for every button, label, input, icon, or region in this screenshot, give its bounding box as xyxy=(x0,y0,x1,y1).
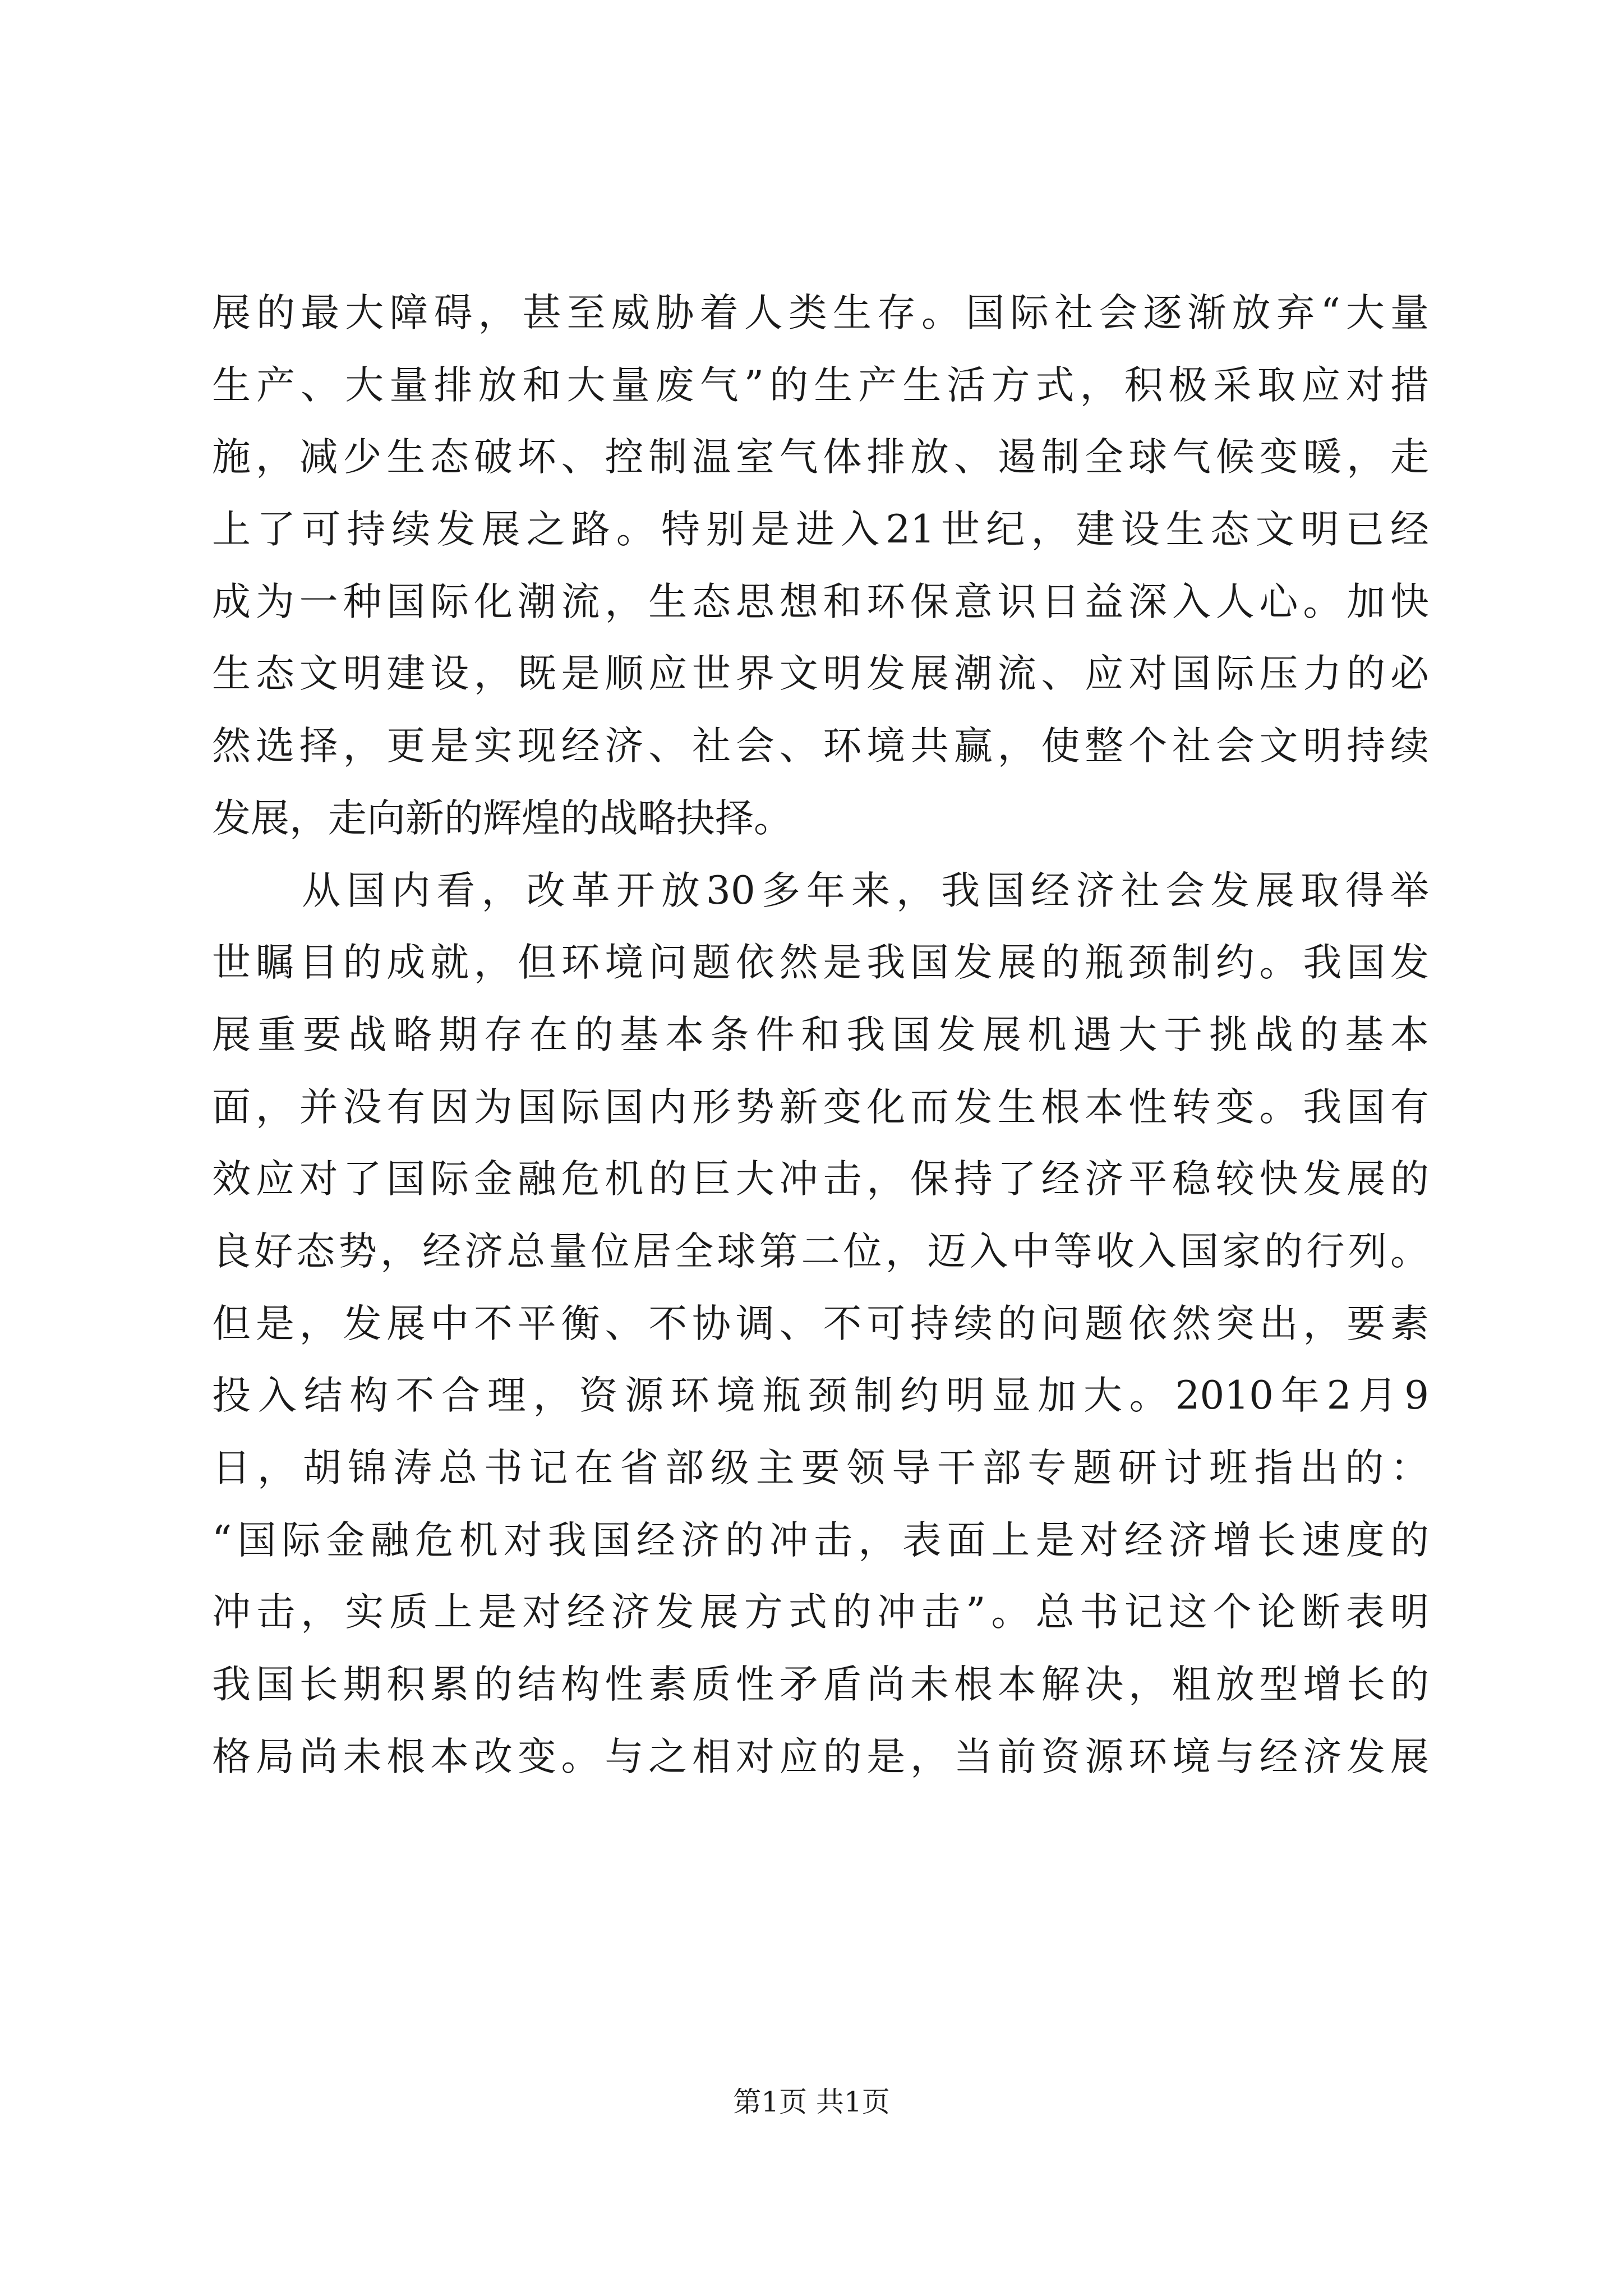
paragraph xyxy=(212,855,1429,1793)
text-line: 施，减少生态破坏、控制温室气体排放、遏制全球气候变暖，走 xyxy=(212,435,1429,480)
text-line: 展的最大障碍，甚至威胁着人类生存。国际社会逐渐放弃“大量 xyxy=(212,291,1429,335)
text-line: 然选择，更是实现经济、社会、环境共赢，使整个社会文明持续 xyxy=(212,724,1429,769)
text-line: “国际金融危机对我国经济的冲击，表面上是对经济增长速度的 xyxy=(212,1517,1429,1563)
text-line: 生产、大量排放和大量废气”的生产生活方式，积极采取应对措 xyxy=(212,362,1429,408)
document-body xyxy=(212,277,1429,1793)
text-line: 上了可持续发展之路。特别是进入21世纪，建设生态文明已经 xyxy=(212,507,1429,553)
text-line: 日，胡锦涛总书记在省部级主要领导干部专题研讨班指出的： xyxy=(212,1446,1429,1490)
page-footer: 第1页 共1页 xyxy=(733,2086,890,2118)
text-line: 效应对了国际金融危机的巨大冲击，保持了经济平稳较快发展的 xyxy=(212,1157,1429,1202)
text-line: 世瞩目的成就，但环境问题依然是我国发展的瓶颈制约。我国发 xyxy=(212,940,1429,986)
text-line: 展重要战略期存在的基本条件和我国发展机遇大于挑战的基本 xyxy=(212,1012,1429,1057)
text-line: 格局尚未根本改变。与之相对应的是，当前资源环境与经济发展 xyxy=(212,1734,1429,1779)
text-line: 生态文明建设，既是顺应世界文明发展潮流、应对国际压力的必 xyxy=(212,651,1429,697)
text-line: 从国内看，改革开放30多年来，我国经济社会发展取得举 xyxy=(212,868,1429,913)
paragraph xyxy=(212,277,1429,855)
text-line: 发展，走向新的辉煌的战略抉择。 xyxy=(212,795,792,841)
text-line: 面，并没有因为国际国内形势新变化而发生根本性转变。我国有 xyxy=(212,1084,1429,1130)
text-line: 成为一种国际化潮流，生态思想和环保意识日益深入人心。加快 xyxy=(212,579,1429,624)
text-line: 良好态势，经济总量位居全球第二位，迈入中等收入国家的行列。 xyxy=(212,1228,1429,1274)
text-line: 但是，发展中不平衡、不协调、不可持续的问题依然突出，要素 xyxy=(212,1301,1429,1346)
text-line: 冲击，实质上是对经济发展方式的冲击”。总书记这个论断表明 xyxy=(212,1590,1429,1635)
text-line: 投入结构不合理，资源环境瓶颈制约明显加大。2010年2月9 xyxy=(212,1373,1429,1419)
text-line: 我国长期积累的结构性素质性矛盾尚未根本解决，粗放型增长的 xyxy=(212,1662,1429,1708)
